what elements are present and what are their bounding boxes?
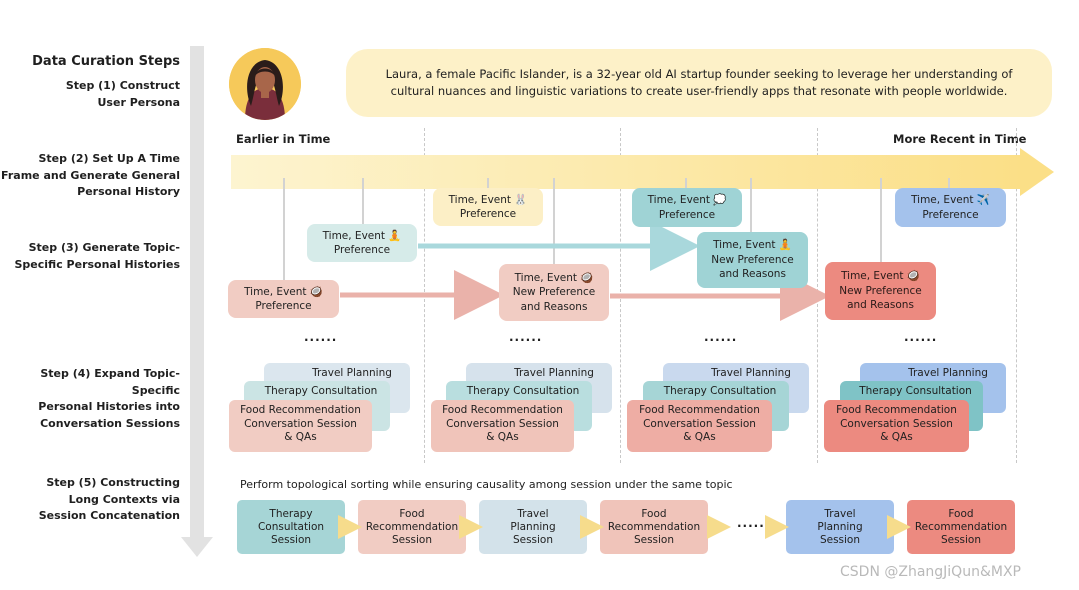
step-5-line-3: Session Concatenation <box>38 509 180 522</box>
bubble-new-preference: New Preference <box>711 253 794 266</box>
bubble-time-event: Time, Event <box>911 194 974 206</box>
persona-description: Laura, a female Pacific Islander, is a 32-year old AI startup founder seeking to leverage her understanding of cultural nuances and linguistic variations to create user-friendly apps that resonate with people worldwide. <box>346 49 1052 117</box>
step-4-line-2: Personal Histories into <box>38 400 180 413</box>
session-box-food: Food Recommendation Session <box>358 500 466 554</box>
food-card-line-2: Conversation Session <box>446 417 559 430</box>
food-card-line-3: & QAs <box>284 431 317 443</box>
food-card-line-2: Conversation Session <box>244 417 357 430</box>
therapy-consultation-label: Therapy Consultation <box>264 385 378 397</box>
coconut-icon: 🥥 <box>580 271 594 284</box>
steps-title: Data Curation Steps <box>32 54 180 69</box>
thought-icon: 💭 <box>713 194 727 206</box>
meditation-icon: 🧘 <box>778 239 792 252</box>
food-card-line-3: & QAs <box>683 431 716 443</box>
bubble-reasons: and Reasons <box>719 268 786 281</box>
step-2-line-1: Step (2) Set Up A Time <box>38 152 180 165</box>
meditation-icon: 🧘 <box>388 229 402 242</box>
step-1-line-2: User Persona <box>97 95 180 109</box>
travel-planning-label: Travel Planning <box>514 367 594 379</box>
step-5-line-1: Step (5) Constructing <box>46 476 180 489</box>
timeline-earlier-label: Earlier in Time <box>236 132 331 146</box>
step-2-line-2: Frame and Generate General <box>1 168 180 182</box>
ellipsis: ...... <box>509 330 543 344</box>
ellipsis: ...... <box>704 330 738 344</box>
coconut-icon: 🥥 <box>906 270 920 283</box>
bubble-time-event: Time, Event <box>841 270 904 283</box>
food-card-line-1: Food Recommendation <box>639 404 760 416</box>
bubble-time-event: Time, Event <box>514 271 578 284</box>
bubble-reasons: and Reasons <box>520 300 588 313</box>
bubble-preference: Preference <box>922 208 979 221</box>
bubble-new-preference: New Preference <box>512 286 596 299</box>
therapy-consultation-label: Therapy Consultation <box>466 385 580 397</box>
step-3-line-1: Step (3) Generate Topic- <box>28 241 180 254</box>
step5-caption: Perform topological sorting while ensuring causality among session under the same topic <box>240 478 733 491</box>
step-3-line-2: Specific Personal Histories <box>14 257 180 271</box>
coconut-icon: 🥥 <box>309 285 323 298</box>
ellipsis: ...... <box>904 330 938 344</box>
step-4-line-3: Conversation Sessions <box>40 416 180 430</box>
food-card-line-3: & QAs <box>880 431 913 443</box>
airplane-icon: ✈️ <box>976 194 990 206</box>
bubble-preference: Preference <box>658 208 716 221</box>
step-2-line-3: Personal History <box>77 185 180 198</box>
step-1-line-1: Step (1) Construct <box>65 79 180 92</box>
rabbit-icon: 🐰 <box>514 193 528 206</box>
food-card-line-1: Food Recommendation <box>836 404 957 416</box>
bubble-time-event: Time, Event <box>448 193 512 206</box>
timeline-recent-label: More Recent in Time <box>893 132 1027 146</box>
travel-planning-label: Travel Planning <box>312 367 392 379</box>
bubble-new-preference: New Preference <box>839 284 922 297</box>
therapy-consultation-label: Therapy Consultation <box>663 385 777 397</box>
session-box-therapy: Therapy Consultation Session <box>237 500 345 554</box>
bubble-time-event: Time, Event <box>713 239 776 252</box>
flow-ellipsis: ...... <box>737 516 771 530</box>
bubble-preference: Preference <box>255 300 312 312</box>
bubble-preference: Preference <box>333 244 391 256</box>
watermark: CSDN @ZhangJiQun&MXP <box>840 564 1021 580</box>
step-4-line-1: Step (4) Expand Topic-Specific <box>40 367 180 397</box>
step-5-line-2: Long Contexts via <box>68 492 180 506</box>
session-box-travel: Travel Planning Session <box>786 500 894 554</box>
therapy-consultation-label: Therapy Consultation <box>859 385 972 397</box>
session-box-food: Food Recommendation Session <box>907 500 1015 554</box>
session-box-food: Food Recommendation Session <box>600 500 708 554</box>
food-card-line-2: Conversation Session <box>840 417 953 430</box>
bubble-time-event: Time, Event <box>244 285 307 298</box>
travel-planning-label: Travel Planning <box>711 367 791 379</box>
session-box-travel: Travel Planning Session <box>479 500 587 554</box>
food-card-line-1: Food Recommendation <box>442 404 563 416</box>
bubble-reasons: and Reasons <box>847 299 914 312</box>
bubble-time-event: Time, Event <box>647 194 711 206</box>
bubble-time-event: Time, Event <box>322 229 386 242</box>
food-card-line-1: Food Recommendation <box>240 404 361 416</box>
travel-planning-label: Travel Planning <box>908 367 988 379</box>
food-card-line-2: Conversation Session <box>643 417 756 430</box>
bubble-preference: Preference <box>459 208 517 220</box>
ellipsis: ...... <box>304 330 338 344</box>
food-card-line-3: & QAs <box>486 431 519 443</box>
